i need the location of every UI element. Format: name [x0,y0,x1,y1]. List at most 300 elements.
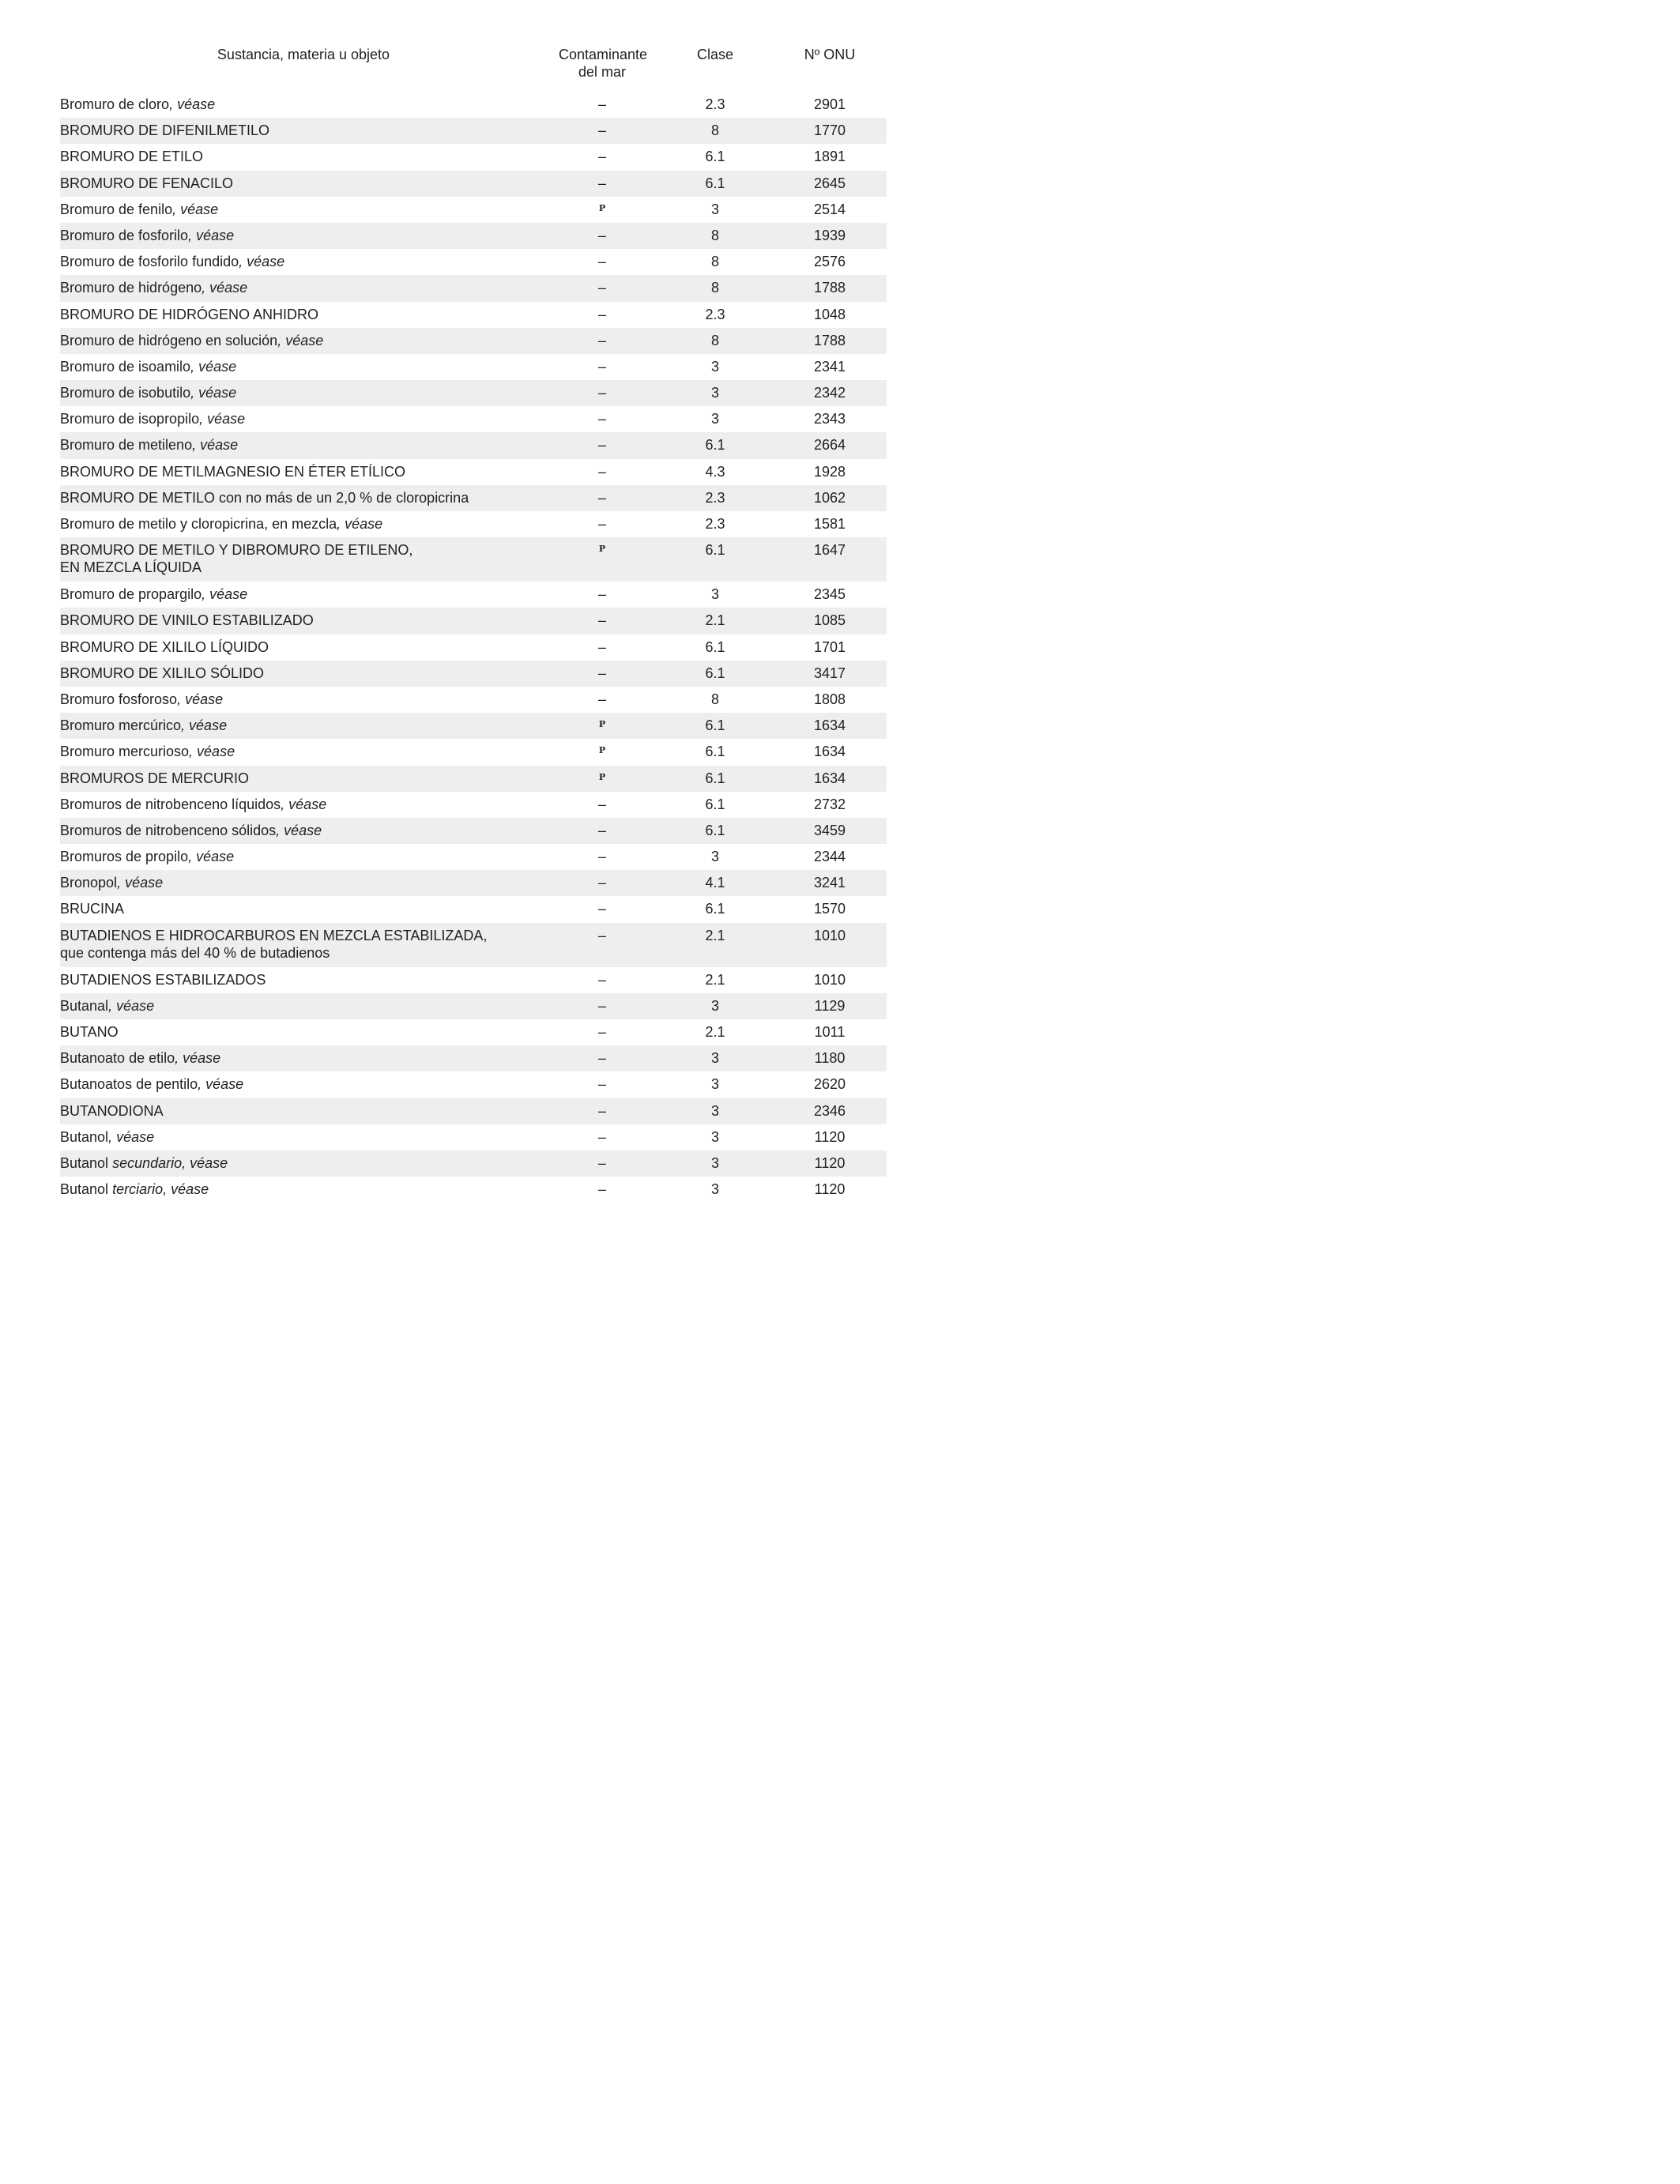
marine-pollutant [547,118,657,144]
substance-name-text: BROMURO DE XILILO SÓLIDO [60,665,265,681]
substance-name-text: Bromuro de hidrógeno en solución [60,332,278,348]
un-number: 1180 [814,1050,846,1067]
hazard-class: 8 [710,691,719,707]
pollutant-dash: – [597,280,606,296]
un-number: 1129 [814,997,846,1014]
header-pollutant-label: Contaminante del mar [559,47,648,80]
hazard-class: 2.1 [705,927,725,943]
header-un-number: Nº ONU [804,47,856,62]
pollutant-dash: – [597,796,606,812]
marine-pollutant [547,687,657,713]
table-row [60,275,887,301]
pollutant-dash: – [597,997,606,1014]
un-number: 2645 [813,175,846,191]
see-reference: , véase [108,997,155,1014]
pollutant-dash: – [597,96,606,112]
pollutant-mark: P [598,719,606,730]
pollutant-dash: – [597,1050,606,1067]
un-number: 2514 [813,201,846,217]
substance-name [60,1071,547,1098]
table-row [60,1045,887,1071]
pollutant-dash: – [597,901,606,917]
marine-pollutant [547,406,657,432]
substance-name-text: BROMURO DE FENACILO [60,175,234,191]
marine-pollutant [547,537,657,582]
substance-name [60,582,547,608]
marine-pollutant [547,792,657,818]
substance-name-text: BRUCINA [60,901,125,917]
pollutant-dash: – [597,175,606,191]
un-number: 1788 [813,280,846,296]
un-number: 1701 [813,638,846,655]
un-number: 3417 [813,665,846,681]
see-reference: , véase [198,1076,244,1093]
hazard-class: 8 [710,227,719,243]
table-row [60,223,887,249]
see-reference: , véase [188,227,235,243]
hazard-class: 6.1 [705,665,725,681]
substance-name [60,354,547,380]
table-row [60,1098,887,1124]
pollutant-dash: – [597,1128,606,1145]
un-number: 2901 [813,96,846,112]
marine-pollutant [547,197,657,223]
see-reference: , véase [172,201,219,217]
un-number: 1010 [813,927,846,943]
marine-pollutant [547,511,657,537]
substance-name-text: Butanol [60,1154,113,1171]
un-number: 1808 [813,691,846,707]
pollutant-dash: – [597,1076,606,1093]
marine-pollutant [547,459,657,485]
hazard-class: 8 [710,332,719,348]
pollutant-dash: – [597,1102,606,1119]
see-reference: , véase [188,849,235,865]
pollutant-dash: – [597,149,606,165]
marine-pollutant [547,354,657,380]
hazard-class: 6.1 [705,822,725,838]
substance-name-text: BROMURO DE DIFENILMETILO [60,122,270,139]
hazard-class: 6.1 [705,175,725,191]
un-number: 1939 [813,227,846,243]
marine-pollutant [547,302,657,328]
table-row [60,459,887,485]
substance-name-text: Bromuro de fenilo [60,201,173,217]
marine-pollutant [547,713,657,739]
substance-name-text: Bromuros de propilo [60,849,189,865]
hazard-class: 6.1 [705,717,725,734]
substance-name [60,687,547,713]
marine-pollutant [547,634,657,661]
substance-name [60,1098,547,1124]
un-number: 2346 [813,1102,846,1119]
un-number: 1634 [813,717,846,734]
substance-name-text: Bromuro de isoamilo [60,358,191,375]
see-reference: , véase [177,691,224,707]
substance-name-text: Bromuro de metilo y cloropicrina, en mezcla [60,516,337,532]
substance-name [60,818,547,844]
marine-pollutant [547,1071,657,1098]
see-reference: , véase [281,796,327,812]
see-reference: , véase [202,586,248,603]
hazard-class: 3 [710,586,719,603]
un-number: 2343 [813,411,846,427]
see-reference: , véase [175,1050,221,1067]
marine-pollutant [547,870,657,896]
marine-pollutant [547,582,657,608]
table-row [60,380,887,406]
marine-pollutant [547,485,657,511]
un-number: 1634 [813,770,846,786]
marine-pollutant [547,896,657,922]
substance-name-text: Butanol [60,1181,113,1198]
substance-name [60,608,547,634]
substance-name-line: BUTADIENOS E HIDROCARBUROS EN MEZCLA ESTABILIZADA, [60,927,488,943]
pollutant-dash: – [597,332,606,348]
marine-pollutant [547,92,657,118]
marine-pollutant [547,844,657,870]
see-reference: , véase [108,1128,155,1145]
substance-name [60,923,547,967]
hazard-class: 6.1 [705,744,725,760]
see-reference: , véase [199,411,246,427]
pollutant-dash: – [597,306,606,322]
hazard-class: 3 [710,1128,719,1145]
substance-name [60,380,547,406]
pollutant-mark: P [598,202,606,213]
see-reference: , véase [202,280,248,296]
hazard-class: 2.3 [705,489,725,506]
marine-pollutant [547,249,657,275]
substance-name-text: BROMURO DE XILILO LÍQUIDO [60,638,269,655]
hazard-class: 4.3 [705,463,725,480]
substance-name-text: BROMUROS DE MERCURIO [60,770,250,786]
table-row [60,302,887,328]
table-row [60,993,887,1019]
pollutant-dash: – [597,586,606,603]
substance-name-text: BUTANO [60,1024,119,1040]
see-reference: , véase [277,332,324,348]
marine-pollutant [547,923,657,967]
un-number: 1011 [814,1024,846,1040]
pollutant-dash: – [597,1154,606,1171]
hazard-class: 2.3 [705,516,725,532]
un-number: 1120 [814,1128,846,1145]
hazard-class: 2.1 [705,612,725,629]
table-row [60,818,887,844]
table-row [60,171,887,197]
substance-name [60,485,547,511]
hazard-class: 3 [710,201,719,217]
un-number: 1120 [814,1154,846,1171]
table-row [60,406,887,432]
table-row [60,844,887,870]
see-reference: , véase [189,744,235,760]
marine-pollutant [547,328,657,354]
substance-name-text: BROMURO DE HIDRÓGENO ANHIDRO [60,306,319,322]
table-row [60,92,887,118]
marine-pollutant [547,1150,657,1177]
hazard-class: 3 [710,997,719,1014]
hazard-class: 3 [710,849,719,865]
un-number: 2576 [813,254,846,270]
substance-name [60,432,547,458]
substance-name [60,870,547,896]
table-row [60,713,887,739]
hazard-class: 6.1 [705,542,725,559]
un-number: 1634 [813,744,846,760]
pollutant-dash: – [597,1181,606,1198]
substance-name-text: Bromuro mercúrico [60,717,182,734]
un-number: 2345 [813,586,846,603]
pollutant-dash: – [597,875,606,891]
marine-pollutant [547,1177,657,1203]
pollutant-mark: P [598,745,606,756]
table-row [60,687,887,713]
hazard-class: 2.1 [705,1024,725,1040]
marine-pollutant [547,380,657,406]
substance-name [60,896,547,922]
substance-name-text: BUTADIENOS ESTABILIZADOS [60,971,266,988]
substance-name [60,1019,547,1045]
un-number: 1048 [813,306,846,322]
substance-name [60,1150,547,1177]
hazard-class: 6.1 [705,149,725,165]
table-row [60,582,887,608]
hazard-class: 3 [710,411,719,427]
header-substance: Sustancia, materia u objeto [217,47,390,62]
substance-name-text: Bromuro de hidrógeno [60,280,202,296]
substance-name [60,967,547,993]
pollutant-dash: – [597,254,606,270]
table-row [60,144,887,170]
substance-name [60,249,547,275]
see-reference: , véase [276,822,322,838]
hazard-class: 3 [710,385,719,401]
un-number: 1062 [813,489,846,506]
substance-name [60,223,547,249]
substance-name [60,739,547,765]
marine-pollutant [547,1019,657,1045]
pollutant-dash: – [597,411,606,427]
un-number: 2620 [813,1076,846,1093]
header-class: Clase [696,47,734,62]
substance-name-text: BROMURO DE METILMAGNESIO EN ÉTER ETÍLICO [60,463,406,480]
hazard-class: 3 [710,1102,719,1119]
un-number: 1120 [814,1181,846,1198]
substance-name-line: EN MEZCLA LÍQUIDA [60,559,202,576]
substance-name-text: Bromuro de propargilo [60,586,202,603]
marine-pollutant [547,1124,657,1150]
substance-name [60,766,547,792]
hazard-class: 6.1 [705,770,725,786]
pollutant-dash: – [597,971,606,988]
pollutant-mark: P [598,771,606,782]
see-reference: secundario, véase [112,1154,228,1171]
marine-pollutant [547,1045,657,1071]
see-reference: , véase [239,254,285,270]
un-number: 1570 [813,901,846,917]
table-row [60,118,887,144]
un-number: 2342 [813,385,846,401]
substance-name-text: Butanoato de etilo [60,1050,175,1067]
see-reference: , véase [181,717,228,734]
table-row [60,923,887,967]
hazard-class: 3 [710,1181,719,1198]
substance-name [60,511,547,537]
pollutant-dash: – [597,463,606,480]
marine-pollutant [547,1098,657,1124]
table-row [60,870,887,896]
substance-name [60,1045,547,1071]
hazard-class: 3 [710,358,719,375]
table-row [60,792,887,818]
hazard-class: 2.3 [705,306,725,322]
substance-name-line: BROMURO DE METILO Y DIBROMURO DE ETILENO, [60,542,413,559]
pollutant-dash: – [597,665,606,681]
marine-pollutant [547,766,657,792]
substance-name-text: BUTANODIONA [60,1102,164,1119]
pollutant-dash: – [597,1024,606,1040]
hazard-class: 8 [710,122,719,139]
substance-name-text: Bromuro de isobutilo [60,385,191,401]
un-number: 1770 [813,122,846,139]
see-reference: , véase [169,96,216,112]
substance-name [60,118,547,144]
hazard-class: 8 [710,254,719,270]
un-number: 2732 [813,796,846,812]
table-row [60,197,887,223]
substance-table [60,46,887,1203]
substance-name-text: Butanol [60,1128,109,1145]
table-row [60,1019,887,1045]
substance-name-line: que contenga más del 40 % de butadienos [60,944,330,961]
hazard-class: 6.1 [705,796,725,812]
substance-name [60,537,547,582]
see-reference: , véase [192,437,239,454]
see-reference: , véase [190,385,237,401]
hazard-class: 6.1 [705,901,725,917]
pollutant-dash: – [597,638,606,655]
substance-name [60,459,547,485]
table-row [60,354,887,380]
pollutant-dash: – [597,849,606,865]
substance-name [60,144,547,170]
un-number: 1647 [813,542,846,559]
pollutant-dash: – [597,227,606,243]
un-number: 3459 [813,822,846,838]
substance-name [60,713,547,739]
substance-name [60,844,547,870]
substance-name-text: Bromuro mercurioso [60,744,190,760]
substance-name-text: Bromuro de isopropilo [60,411,200,427]
un-number: 1010 [813,971,846,988]
hazard-class: 3 [710,1154,719,1171]
marine-pollutant [547,223,657,249]
substance-name-text: BROMURO DE VINILO ESTABILIZADO [60,612,314,629]
marine-pollutant [547,739,657,765]
substance-name-text: BROMURO DE METILO con no más de un 2,0 % de cloropicrina [60,489,469,506]
substance-name [60,993,547,1019]
marine-pollutant [547,432,657,458]
pollutant-dash: – [597,385,606,401]
table-body [60,92,887,1203]
substance-name [60,275,547,301]
hazard-class: 3 [710,1076,719,1093]
marine-pollutant [547,275,657,301]
table-row [60,967,887,993]
pollutant-mark: P [598,544,606,555]
substance-name [60,197,547,223]
substance-name-text: BROMURO DE ETILO [60,149,204,165]
substance-name-text: Bromuro de fosforilo fundido [60,254,239,270]
pollutant-dash: – [597,358,606,375]
see-reference: terciario, véase [112,1181,209,1198]
substance-name [60,792,547,818]
substance-name [60,634,547,661]
un-number: 2341 [813,358,846,375]
hazard-class: 6.1 [705,437,725,454]
table-row [60,1177,887,1203]
un-number: 1581 [813,516,846,532]
un-number: 1788 [813,332,846,348]
pollutant-dash: – [597,822,606,838]
substance-name-text: Bromuro fosforoso [60,691,178,707]
table-row [60,511,887,537]
hazard-class: 8 [710,280,719,296]
un-number: 3241 [813,875,846,891]
marine-pollutant [547,661,657,687]
hazard-class: 2.3 [705,96,725,112]
substance-name [60,406,547,432]
table-row [60,896,887,922]
un-number: 2664 [813,437,846,454]
marine-pollutant [547,993,657,1019]
un-number: 1891 [813,149,846,165]
table-row [60,1071,887,1098]
substance-name-text: Bromuro de fosforilo [60,227,189,243]
substance-name-text: Butanoatos de pentilo [60,1076,198,1093]
table-row [60,608,887,634]
see-reference: , véase [190,358,237,375]
substance-name [60,92,547,118]
hazard-class: 2.1 [705,971,725,988]
marine-pollutant [547,608,657,634]
table-row [60,485,887,511]
substance-name [60,328,547,354]
table-row [60,1124,887,1150]
substance-name-text: Bromuros de nitrobenceno sólidos [60,822,277,838]
substance-name [60,1124,547,1150]
substance-name [60,302,547,328]
marine-pollutant [547,967,657,993]
substance-name [60,1177,547,1203]
hazard-class: 4.1 [705,875,725,891]
table-row [60,432,887,458]
substance-name [60,171,547,197]
table-header [60,46,887,92]
un-number: 2344 [813,849,846,865]
hazard-class: 3 [710,1050,719,1067]
un-number: 1928 [813,463,846,480]
table-row [60,537,887,582]
header-pollutant [547,46,657,92]
table-row [60,739,887,765]
table-row [60,634,887,661]
substance-name-text: Bronopol [60,875,118,891]
table-row [60,249,887,275]
pollutant-dash: – [597,612,606,629]
